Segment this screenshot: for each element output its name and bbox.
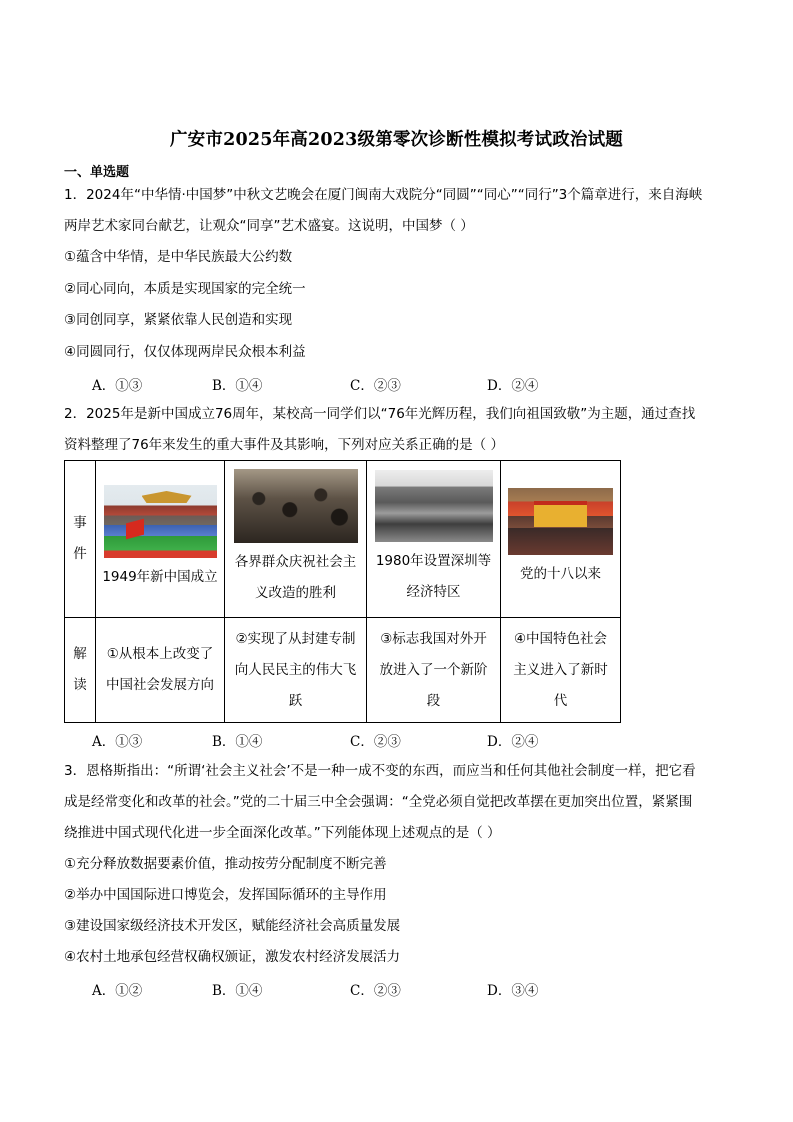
event-cell-shenzhen-sez [367, 461, 501, 618]
event-caption: 1949年新中国成立 [102, 569, 218, 585]
event-caption: 党的十八以来 [520, 566, 601, 582]
shenzhen-city-photo [375, 470, 493, 542]
option-d[interactable]: D．③④ [487, 983, 539, 999]
option-c[interactable]: C．②③ [350, 378, 401, 394]
option-a[interactable]: A．①② [92, 983, 143, 999]
row-header-events: 事 件 [65, 461, 96, 618]
question-stem-line: 2．2025年是新中国成立76周年，某校高一同学们以“76年光辉历程，我们向祖国致敬”为主题，通过查找 [64, 406, 696, 422]
question-stem-line: 1．2024年“中华情·中国梦”中秋文艺晚会在厦门闽南大戏院分“同圆”“同心”“同行”3个篇章进行，来自海峡 [64, 187, 703, 203]
great-hall-congress-photo [508, 488, 613, 555]
option-a[interactable]: A．①③ [92, 378, 143, 394]
event-caption: 经济特区 [406, 584, 461, 600]
option-b[interactable]: B．①④ [212, 983, 263, 999]
event-cell-socialist-transformation [225, 461, 367, 618]
interpretation-cell: ④中国特色社会 主义进入了新时 代 [501, 618, 621, 723]
option-c[interactable]: C．②③ [350, 983, 401, 999]
interpretation-cell: ②实现了从封建专制 向人民民主的伟大飞 跃 [225, 618, 367, 723]
option-b[interactable]: B．①④ [212, 734, 263, 750]
event-caption: 1980年设置深圳等 [375, 553, 492, 569]
question-stem-line: 资料整理了76年来发生的重大事件及其影响，下列对应关系正确的是（ ） [64, 437, 504, 453]
answer-options [92, 374, 612, 392]
event-caption: 各界群众庆祝社会主 [234, 554, 357, 570]
statement: ③建设国家级经济技术开发区，赋能经济社会高质量发展 [64, 918, 401, 934]
statement: ①蕴含中华情，是中华民族最大公约数 [64, 249, 293, 265]
question-stem-line: 成是经常变化和改革的社会。”党的二十届三中全会强调：“全党必须自觉把改革摆在更加突出位置，紧紧围 [64, 794, 693, 810]
statement: ④同圆同行，仅仅体现两岸民众根本利益 [64, 344, 306, 360]
table-row-events [65, 461, 621, 618]
tiananmen-parade-photo [104, 485, 217, 558]
answer-options [92, 730, 612, 748]
row-header-interpretation: 解 读 [65, 618, 96, 723]
answer-options [92, 979, 612, 997]
statement: ②同心同向，本质是实现国家的完全统一 [64, 281, 306, 297]
table-row-interpretations [65, 618, 621, 723]
question-stem-line: 两岸艺术家同台献艺，让观众“同享”艺术盛宴。这说明，中国梦（ ） [64, 218, 474, 234]
statement: ①充分释放数据要素价值，推动按劳分配制度不断完善 [64, 856, 387, 872]
option-b[interactable]: B．①④ [212, 378, 263, 394]
option-a[interactable]: A．①③ [92, 734, 143, 750]
interpretation-cell: ①从根本上改变了 中国社会发展方向 [96, 618, 225, 723]
option-d[interactable]: D．②④ [487, 734, 539, 750]
statement: ③同创同享，紧紧依靠人民创造和实现 [64, 312, 293, 328]
question-stem-line: 3．恩格斯指出：“所谓‘社会主义社会’不是一种一成不变的东西，而应当和任何其他社会制度一样，把它看 [64, 763, 696, 779]
events-table [64, 460, 621, 723]
event-cell-18th-congress [501, 461, 621, 618]
option-d[interactable]: D．②④ [487, 378, 539, 394]
event-caption: 义改造的胜利 [255, 585, 336, 601]
statement: ②举办中国国际进口博览会，发挥国际循环的主导作用 [64, 887, 387, 903]
option-c[interactable]: C．②③ [350, 734, 401, 750]
interpretation-cell: ③标志我国对外开 放进入了一个新阶 段 [367, 618, 501, 723]
section-heading: 一、单选题 [64, 165, 130, 180]
statement: ④农村土地承包经营权确权颁证，激发农村经济发展活力 [64, 949, 401, 965]
event-cell-1949 [96, 461, 225, 618]
page-title: 广安市2025年高2023级第零次诊断性模拟考试政治试题 [169, 130, 623, 150]
question-stem-line: 绕推进中国式现代化进一步全面深化改革。”下列能体现上述观点的是（ ） [64, 825, 501, 841]
crowd-celebration-photo [234, 469, 358, 543]
